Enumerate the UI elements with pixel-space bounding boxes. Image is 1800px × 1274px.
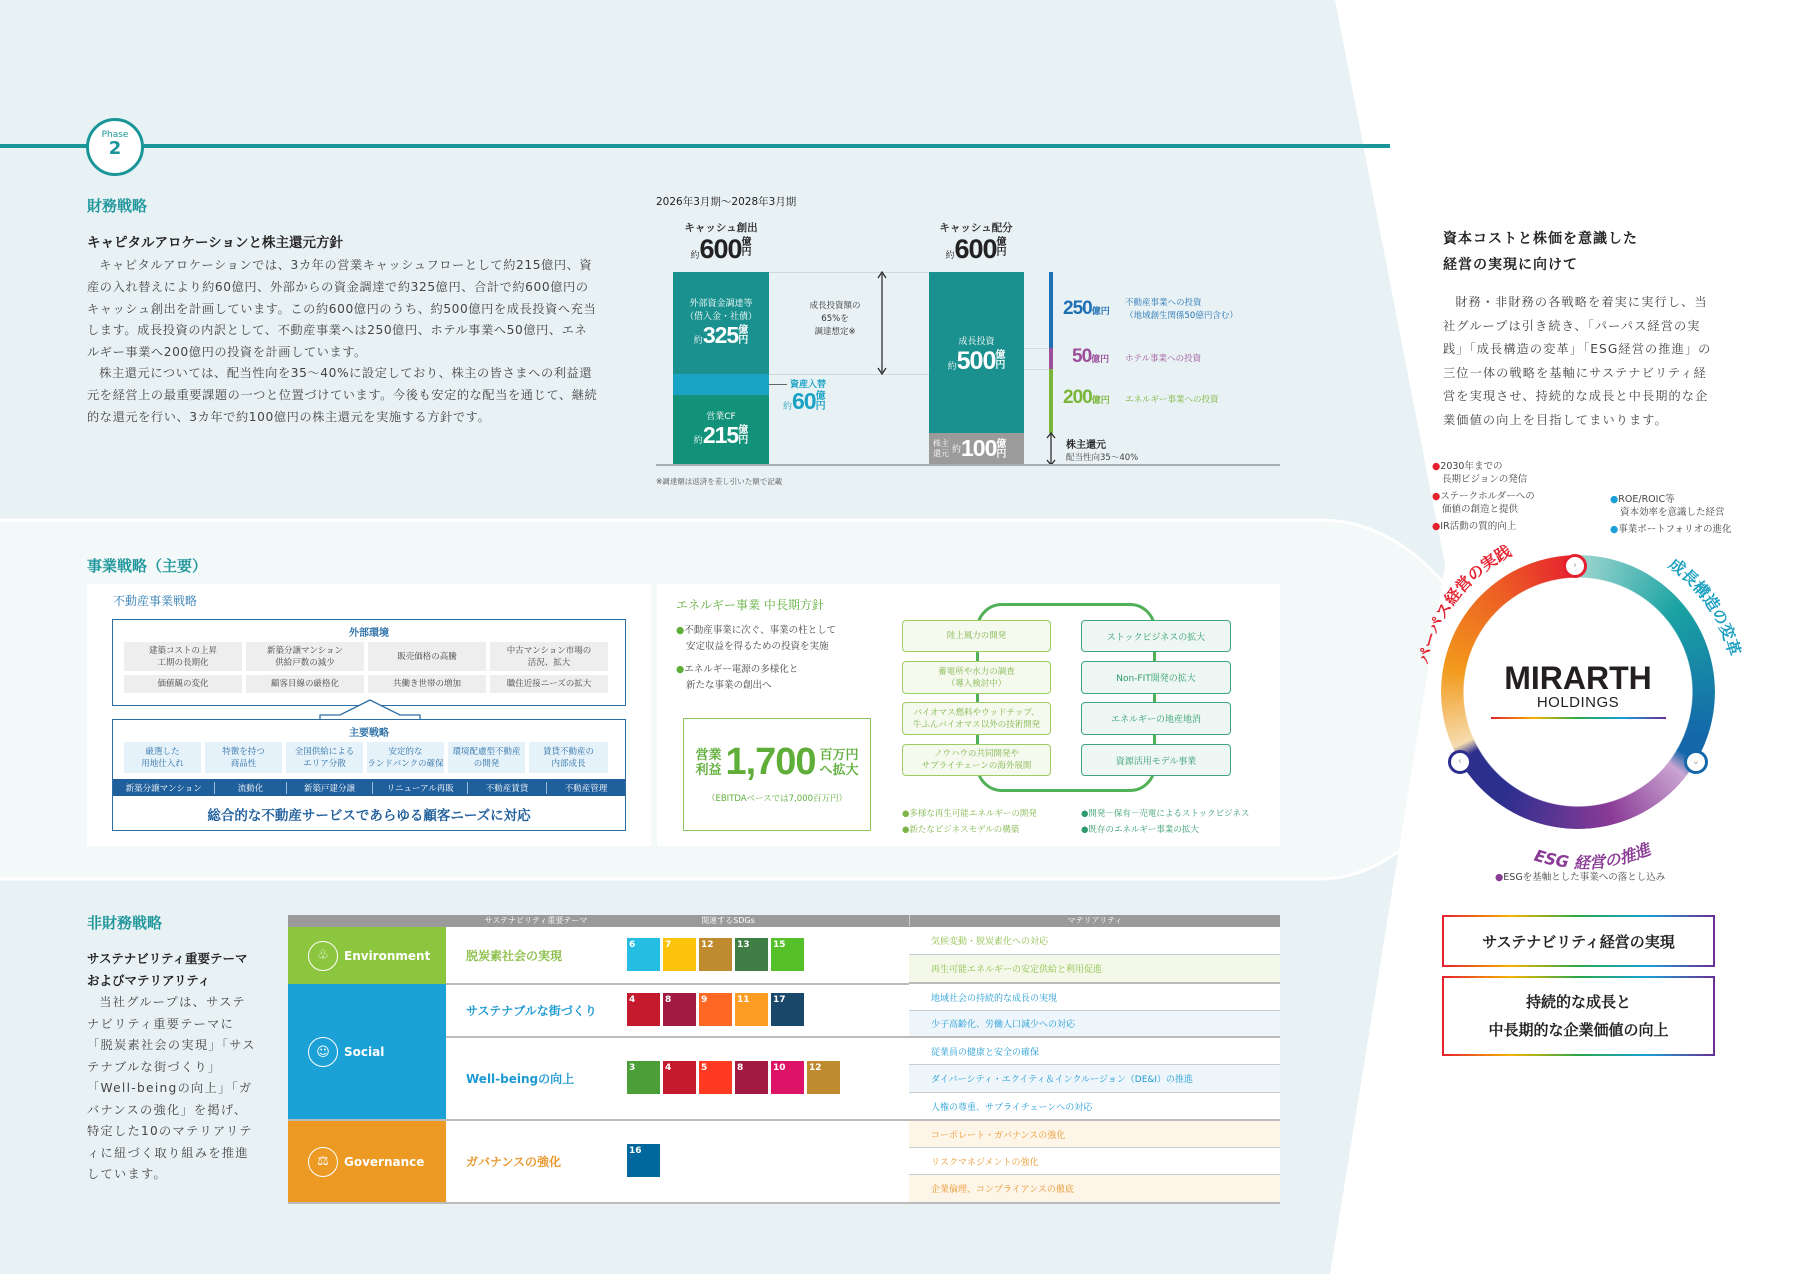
nonfinancial-body: 当社グループは、サステナビリティ重要テーマに「脱炭素社会の実現」「サステナブルな街づくり」「Well-beingの向上」「ガバナンスの強化」を掲げ、特定した10のマテリアリティに紐づく取り組みを推進しています。 (87, 995, 256, 1181)
service-item: 不動産賃貸 (468, 782, 547, 794)
double-arrow-icon (876, 270, 888, 376)
sdg-11-icon: 11 (735, 993, 768, 1026)
up-arrow-icon (318, 697, 422, 721)
energy-right-item: Non-FIT開発の拡大 (1081, 661, 1231, 694)
phase-label: Phase (101, 130, 129, 140)
theme-governance: ガバナンスの強化 (466, 1155, 562, 1169)
profit-target-box: 営業 利益 1,700 百万円 へ拡大 （EBITDAベースでは7,000百万円） (683, 718, 871, 831)
energy-right-item: 資源活用モデル事業 (1081, 744, 1231, 776)
sdg-12-icon: 12 (807, 1061, 840, 1094)
financial-paragraph-2: 株主還元については、配当性向を35〜40%に設定しており、株主の皆さまへの利益還元を経営上の最重要課題の一つと位置づけています。今後も安定的な配当を通じて、継続的な還元を行い、3カ年で約100億円の株主還元を実施する方針です。 (87, 366, 598, 424)
external-item: 新築分譲マンション 供給戸数の減少 (246, 642, 364, 671)
phase-number: 2 (108, 138, 122, 159)
strategy-item: 厳選した 用地仕入れ (124, 742, 201, 773)
energy-right-item: ストックビジネスの拡大 (1081, 620, 1231, 652)
vision-heading: 資本コストと株価を意識した 経営の実現に向けて (1443, 231, 1638, 273)
guide-line (769, 272, 929, 273)
return-title: 株主還元 (1066, 440, 1106, 451)
goal-growth: 持続的な成長と 中長期的な企業価値の向上 (1442, 976, 1715, 1056)
sdg-7-icon: 7 (663, 938, 696, 971)
strategy-item: 環境配慮型不動産 の開発 (448, 742, 525, 773)
table-header (288, 915, 1280, 927)
breakdown-bar-energy (1049, 369, 1053, 433)
purpose-bullets: ●2030年までの 長期ビジョンの発信 ●ステークホルダーへの 価値の創造と提供 ●IR活動の質的向上 (1432, 461, 1535, 532)
external-item: 顧客目線の厳格化 (246, 675, 364, 693)
sdg-5-icon: 5 (699, 1061, 732, 1094)
strategy-item: 安定的な ランドバンクの確保 (367, 742, 444, 773)
guide-line (769, 374, 929, 375)
table-bottom-border (288, 1202, 1280, 1204)
service-bar (113, 779, 625, 796)
energy-right-item: エネルギーの地産地消 (1081, 702, 1231, 735)
materiality-item: 再生可能エネルギーの安定供給と利用促進 (909, 955, 1280, 984)
chevron-down-icon: ⌄ (1684, 750, 1708, 774)
theme-sustainable-town: サステナブルな街づくり (466, 1004, 597, 1018)
growth-bullets: ●ROE/ROIC等 資本効率を意識した経営 ●事業ポートフォリオの進化 (1610, 494, 1732, 535)
theme-wellbeing: Well-beingの向上 (466, 1072, 575, 1086)
header-sdgs: 関連するSDGs (701, 916, 755, 925)
sdg-17-icon: 17 (771, 993, 804, 1026)
financial-subheading: キャピタルアロケーションと株主還元方針 (87, 235, 343, 251)
breakdown-hotel-label: ホテル事業への投資 (1125, 354, 1202, 364)
ring-label-esg: ESG 経営の推進 (1532, 839, 1654, 870)
breakdown-hotel: 50億円 (1072, 346, 1110, 367)
energy-left-item: ノウハウの共同開発や サプライチェーンの海外展開 (902, 744, 1051, 776)
bar-external-funding: 外部資金調達等 （借入金・社債） 約325億円 (673, 272, 769, 374)
chevron-left-icon: ‹ (1448, 750, 1472, 774)
external-item: 販売価格の高騰 (368, 642, 486, 671)
service-item: 新築戸建分譲 (287, 782, 374, 794)
energy-left-notes: ●多様な再生可能エネルギーの開発 ●新たなビジネスモデルの構築 (902, 809, 1037, 835)
service-item: 不動産管理 (564, 783, 608, 794)
allocation-title: キャッシュ配分 (939, 222, 1013, 234)
mirarth-logo: MIRARTH HOLDINGS (1478, 662, 1678, 719)
sdg-10-icon: 10 (771, 1061, 804, 1094)
category-governance: ⚖ Governance (288, 1120, 446, 1203)
sdg-8-icon: 8 (735, 1061, 768, 1094)
sdg-12-icon: 12 (699, 938, 732, 971)
ring-label-growth: 成長構造の変革 (1665, 554, 1745, 658)
phase-divider (0, 144, 1390, 148)
people-icon: ☺ (308, 1037, 338, 1067)
service-item: 新築分譲マンション (113, 782, 215, 794)
sdg-6-icon: 6 (627, 938, 660, 971)
strategy-item: 全国供給による エリア分散 (286, 742, 363, 773)
sdg-3-icon: 3 (627, 1061, 660, 1094)
materiality-item: 気候変動・脱炭素化への対応 (909, 927, 1280, 955)
phase-badge (86, 118, 144, 176)
ring-labels (1400, 514, 1756, 870)
sdg-13-icon: 13 (735, 938, 768, 971)
energy-left-item: バイオマス燃料やウッドチップ、 牛ふんバイオマス以外の技術開発 (902, 702, 1051, 735)
real-estate-tagline: 総合的な不動産サービスであらゆる顧客ニーズに対応 (207, 808, 531, 824)
external-item: 建築コストの上昇 工期の長期化 (124, 642, 242, 671)
external-environment-title: 外部環境 (349, 628, 389, 639)
row-divider (446, 1036, 909, 1038)
creation-total: 約600億円 (690, 234, 752, 264)
breakdown-real-estate-label: 不動産事業への投資 （地域創生関係50億円含む） (1125, 298, 1238, 321)
breakdown-bar-hotel (1049, 348, 1053, 369)
external-item: 共働き世帯の増加 (368, 675, 486, 693)
materiality-item: コーポレート・ガバナンスの強化 (909, 1121, 1280, 1148)
row-divider (446, 983, 909, 985)
bar-asset-swap (673, 374, 769, 395)
vision-body: 財務・非財務の各戦略を着実に実行し、当社グループは引き続き、「パーパス経営の実践」「成長構造の変革」「ESG経営の推進」の三位一体の戦略を基軸にサステナビリティ経営を実現させ、持続的な成長と中長期的な企業価値の向上を目指してまいります。 (1443, 295, 1712, 427)
sdg-16-icon: 16 (627, 1144, 660, 1177)
bar-growth-investment: 成長投資 約500億円 (929, 272, 1024, 433)
breakdown-bar-real-estate (1049, 272, 1053, 348)
materiality-item: 地域社会の持続的な成長の実現 (909, 984, 1280, 1011)
energy-left-item: 陸上風力の開発 (902, 620, 1051, 652)
financial-heading: 財務戦略 (87, 197, 148, 215)
asset-swap-label: 資産入替 (790, 380, 827, 390)
creation-title: キャッシュ創出 (684, 222, 758, 234)
esg-bullet: ●ESGを基軸とした事業への落とし込み (1495, 872, 1666, 883)
breakdown-energy: 200億円 (1063, 387, 1110, 408)
guide-line (1024, 348, 1049, 349)
header-theme: サステナビリティ重要テーマ (484, 916, 588, 925)
return-arrow-icon (1045, 432, 1057, 466)
tree-icon: ♧ (308, 941, 338, 971)
main-strategy-title: 主要戦略 (349, 728, 389, 739)
asset-swap-leader (769, 384, 787, 385)
external-item: 中古マンション市場の 活況、拡大 (490, 642, 608, 671)
allocation-total: 約600億円 (945, 234, 1007, 264)
business-heading: 事業戦略（主要） (87, 557, 208, 575)
sdg-4-icon: 4 (663, 1061, 696, 1094)
chart-baseline (656, 464, 1280, 466)
nonfinancial-subheading: サステナビリティ重要テーマ およびマテリアリティ (87, 951, 248, 988)
breakdown-energy-label: エネルギー事業への投資 (1125, 395, 1219, 405)
strategy-item: 賃貸不動産の 内部成長 (529, 742, 608, 773)
materiality-item: 少子高齢化、労働人口減少への対応 (909, 1011, 1280, 1038)
category-environment: ♧ Environment (288, 927, 446, 984)
goal-sustainability: サステナビリティ経営の実現 (1442, 915, 1715, 967)
breakdown-real-estate: 250億円 (1063, 298, 1110, 319)
ring-label-purpose: パーパス経営の実践 (1414, 541, 1515, 666)
materiality-item: リスクマネジメントの強化 (909, 1148, 1280, 1175)
external-item: 価値観の変化 (124, 675, 242, 693)
real-estate-title: 不動産事業戦略 (113, 594, 198, 608)
return-payout: 配当性向35〜40% (1066, 453, 1139, 463)
bar-operating-cf: 営業CF 約215億円 (673, 395, 769, 464)
materiality-item: 人権の尊重、サプライチェーンへの対応 (931, 1103, 1093, 1113)
growth-funding-note: 成長投資額の 65%を 調達想定※ (809, 301, 861, 337)
profit-target-value: 1,700 (725, 741, 816, 783)
chevron-right-icon: › (1563, 554, 1587, 578)
header-materiality: マテリアリティ (909, 915, 1280, 926)
financial-paragraph-1: キャピタルアロケーションでは、3カ年の営業キャッシュフローとして約215億円、資産の入れ替えにより約60億円、外部からの資金調達で約325億円、合計で約600億円のキャッシュ創出を計画しています。この約600億円のうち、約500億円を成長投資へ充当します。成長投資の内訳として、不動産事業へは250億円、ホテル事業へ50億円、エネルギー事業へ200億円の投資を計画しています。 (87, 258, 597, 360)
energy-title: エネルギー事業 中長期方針 (676, 598, 824, 612)
service-item: 流動化 (215, 782, 286, 794)
sdg-9-icon: 9 (699, 993, 732, 1026)
materiality-item: ダイバーシティ・エクイティ＆インクルージョン（DE&I）の推進 (909, 1065, 1280, 1093)
theme-decarbonization: 脱炭素社会の実現 (466, 949, 563, 963)
energy-right-notes: ●開発－保有－売電によるストックビジネス ●既存のエネルギー事業の拡大 (1081, 809, 1250, 835)
sdg-8-icon: 8 (663, 993, 696, 1026)
materiality-item: 企業倫理、コンプライアンスの徹底 (909, 1175, 1280, 1202)
sdg-15-icon: 15 (771, 938, 804, 971)
scale-icon: ⚖ (308, 1147, 338, 1177)
energy-left-item: 蓄電所や水力の調査 （導入検討中） (902, 661, 1051, 694)
asset-swap-value: 約60億円 (783, 388, 826, 414)
materiality-item: 従業員の健康と安全の確保 (909, 1038, 1280, 1065)
nonfinancial-heading: 非財務戦略 (87, 914, 163, 932)
sdg-4-icon: 4 (627, 993, 660, 1026)
energy-bullet: ●エネルギー電源の多様化と 新たな事業の創出へ (676, 664, 799, 691)
chart-period: 2026年3月期〜2028年3月期 (656, 196, 797, 208)
energy-bullet: ●不動産事業に次ぐ、事業の柱として 安定収益を得るための投資を実施 (676, 625, 837, 652)
bar-shareholder-return: 株主 還元 約 100 億円 (929, 433, 1024, 464)
service-item: リニューアル再販 (373, 782, 468, 794)
ebitda-note: （EBITDAベースでは7,000百万円） (706, 794, 848, 804)
category-social: ☺ Social (288, 984, 446, 1120)
guide-line (1024, 369, 1049, 370)
chart-footnote: ※調達額は返済を差し引いた額で記載 (656, 477, 783, 486)
external-item: 職住近接ニーズの拡大 (490, 675, 608, 693)
strategy-item: 特徴を持つ 商品性 (205, 742, 282, 773)
